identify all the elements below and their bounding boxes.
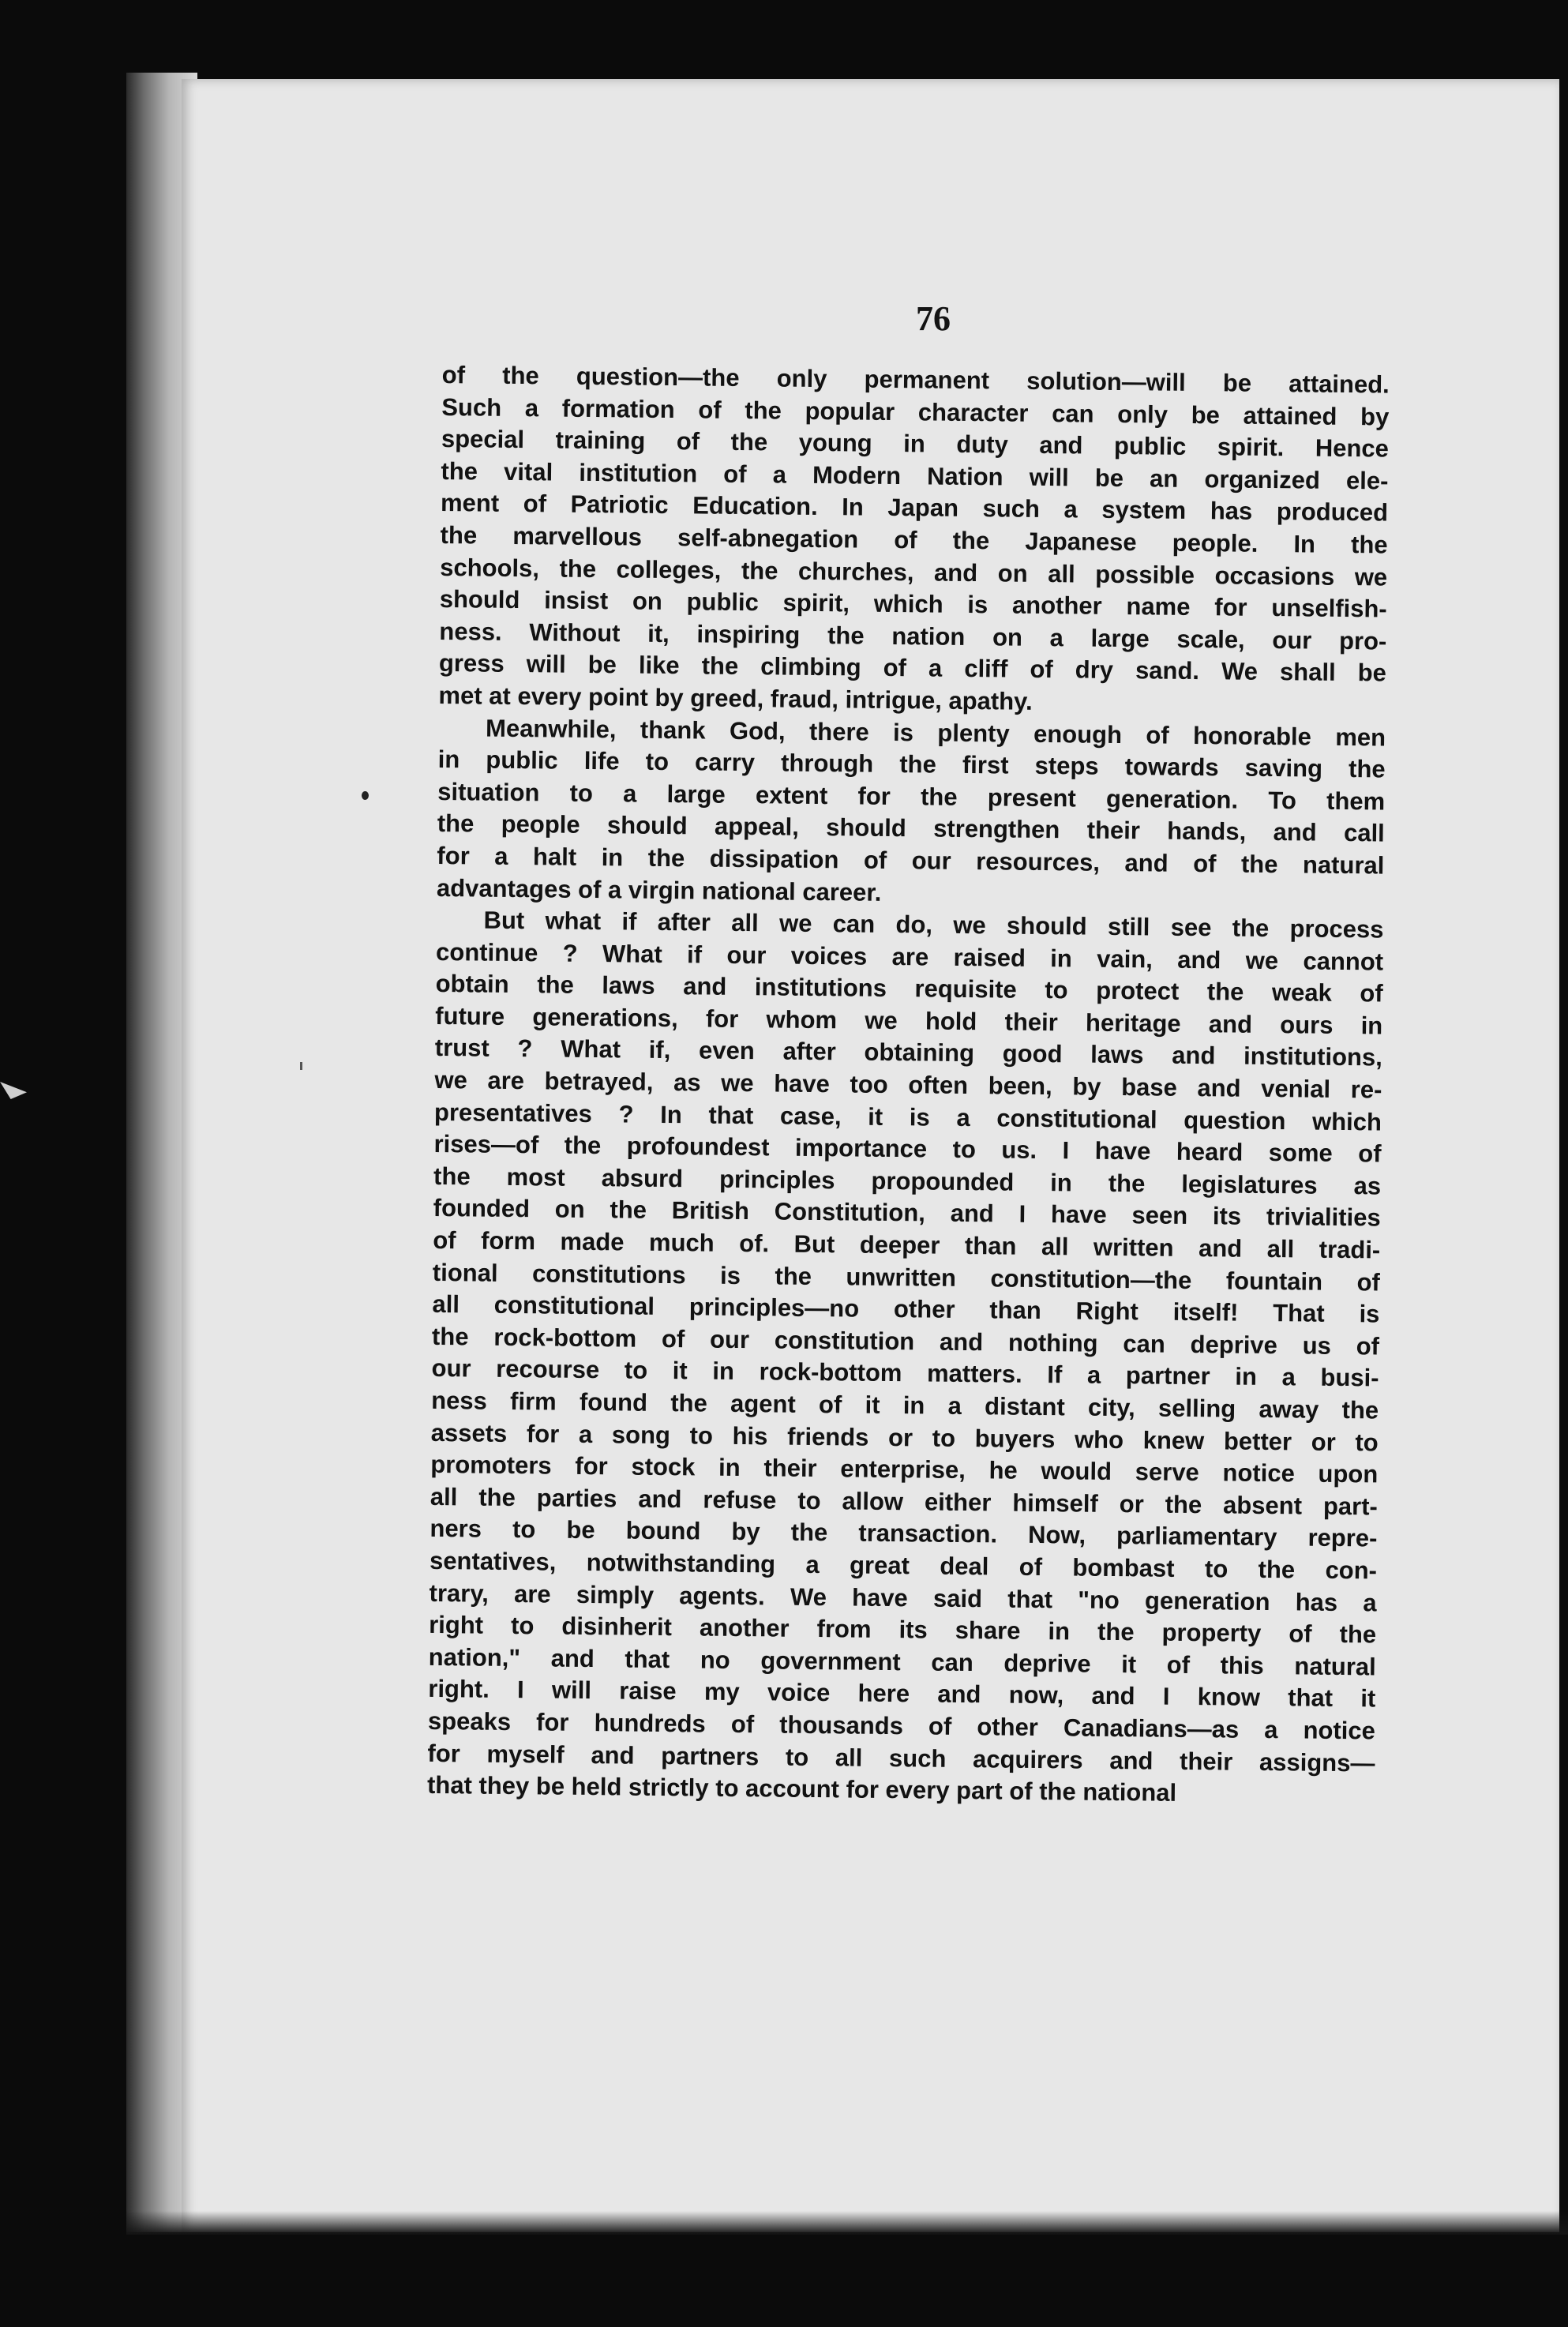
text-line: of form made much of. But deeper than all written and all tradi- bbox=[433, 1225, 1381, 1264]
text-line: assets for a song to his friends or to buyers who knew better or to bbox=[430, 1418, 1379, 1457]
text-line: Such a formation of the popular character can only be attained by bbox=[441, 392, 1390, 431]
text-line: advantages of a virgin national career. bbox=[436, 873, 882, 906]
text-line: the marvellous self-abnegation of the Japanese people. In the bbox=[440, 520, 1388, 559]
text-line: founded on the British Constitution, and I have seen its trivialities bbox=[433, 1194, 1381, 1232]
text-line: for a halt in the dissipation of our resources, and of the natural bbox=[437, 841, 1385, 880]
text-line: presentatives ? In that case, it is a constitutional question which bbox=[433, 1098, 1382, 1136]
text-line: the people should appeal, should strengthen their hands, and call bbox=[437, 809, 1385, 847]
text-line: met at every point by greed, fraud, intrigue, apathy. bbox=[438, 681, 1033, 715]
text-line: But what if after all we can do, we should still see the process bbox=[483, 906, 1384, 944]
text-line: the vital institution of a Modern Nation will be an organized ele- bbox=[441, 456, 1389, 495]
paragraph bbox=[427, 904, 1384, 1811]
text-line: the rock-bottom of our constitution and nothing can deprive us of bbox=[431, 1322, 1380, 1361]
text-line: schools, the colleges, the churches, and on all possible occasions we bbox=[440, 553, 1388, 591]
text-line: should insist on public spirit, which is another name for unselfish- bbox=[439, 585, 1387, 623]
paragraph bbox=[437, 712, 1386, 914]
text-line: promoters for stock in their enterprise, he would serve notice upon bbox=[430, 1451, 1379, 1488]
text-line: trary, are simply agents. We have said that "no generation has a bbox=[429, 1578, 1377, 1617]
text-line: right. I will raise my voice here and now, and I know that it bbox=[428, 1675, 1376, 1713]
text-line: all constitutional principles—no other than Right itself! That is bbox=[432, 1290, 1380, 1328]
text-line: trust ? What if, even after obtaining good laws and institutions, bbox=[434, 1034, 1382, 1072]
page-number: 76 bbox=[916, 299, 951, 338]
page-bottom-shadow bbox=[126, 2211, 1568, 2235]
text-line: right to disinherit another from its share in the property of the bbox=[429, 1611, 1377, 1649]
text-line: we are betrayed, as we have too often been, by base and venial re- bbox=[434, 1066, 1382, 1104]
scan-speck bbox=[362, 791, 369, 800]
text-line: gress will be like the climbing of a cliff of dry sand. We shall be bbox=[438, 649, 1387, 687]
text-line: tional constitutions is the unwritten constitution—the fountain of bbox=[432, 1258, 1381, 1297]
text-line: in public life to carry through the first steps towards saving the bbox=[437, 745, 1386, 783]
text-line: special training of the young in duty and public spirit. Hence bbox=[441, 425, 1390, 463]
text-line: that they be held strictly to account for every part of the national bbox=[426, 1771, 1177, 1807]
text-line: ment of Patriotic Education. In Japan such a system has produced bbox=[440, 489, 1389, 527]
text-line: the most absurd principles propounded in the legislatures as bbox=[433, 1162, 1382, 1200]
text-line: all the parties and refuse to allow either himself or the absent part- bbox=[430, 1482, 1379, 1521]
text-line: ners to be bound by the transaction. Now, parliamentary repre- bbox=[430, 1514, 1378, 1552]
text-line: our recourse to it in rock-bottom matters. If a partner in a busi- bbox=[431, 1354, 1379, 1392]
text-line: for myself and partners to all such acquirers and their assigns— bbox=[427, 1739, 1375, 1777]
paragraph bbox=[438, 359, 1390, 722]
scan-artifact bbox=[0, 1082, 27, 1099]
text-line: of the question—the only permanent solution—will be attained. bbox=[441, 360, 1390, 399]
text-line: continue ? What if our voices are raised in vain, and we cannot bbox=[435, 937, 1384, 976]
body-text bbox=[427, 359, 1390, 1811]
text-line: obtain the laws and institutions requisite to protect the weak of bbox=[435, 970, 1383, 1008]
text-line: ness. Without it, inspiring the nation on a large scale, our pro- bbox=[439, 617, 1387, 655]
scan-speck bbox=[300, 1062, 302, 1070]
text-line: ness firm found the agent of it in a distant city, selling away the bbox=[431, 1386, 1379, 1424]
text-line: situation to a large extent for the present generation. To them bbox=[437, 777, 1386, 816]
text-line: sentatives, notwithstanding a great deal of bombast to the con- bbox=[429, 1546, 1378, 1585]
text-line: speaks for hundreds of thousands of other Canadians—as a notice bbox=[427, 1706, 1376, 1745]
text-line: rises—of the profoundest importance to us. I have heard some of bbox=[433, 1130, 1382, 1168]
text-line: future generations, for whom we hold their heritage and ours in bbox=[435, 1001, 1383, 1040]
text-line: nation," and that no government can deprive it of this natural bbox=[428, 1642, 1376, 1681]
text-line: Meanwhile, thank God, there is plenty enough of honorable men bbox=[485, 714, 1386, 752]
